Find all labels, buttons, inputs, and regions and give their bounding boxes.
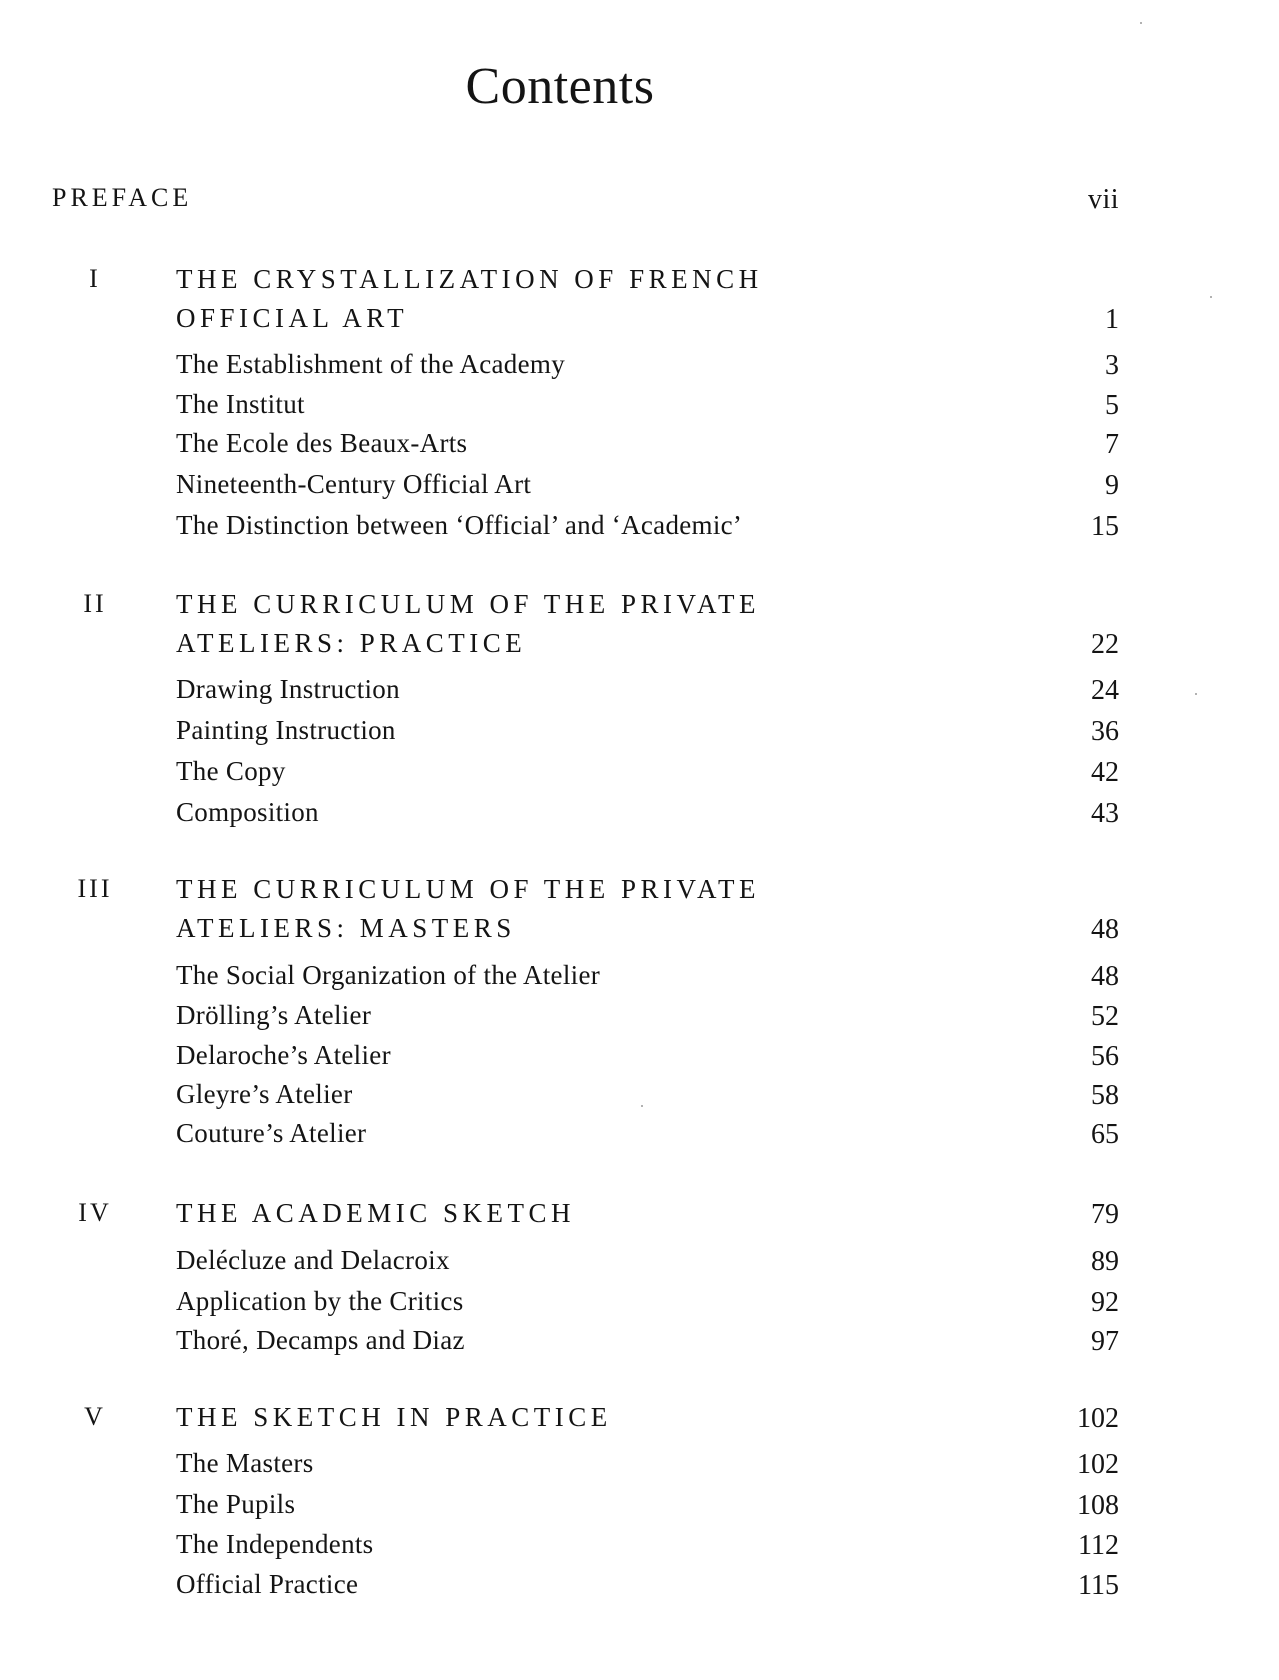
toc-entry[interactable]	[0, 669, 1279, 709]
section-title: Couture’s Atelier	[176, 1118, 367, 1148]
page-number: 24	[1091, 675, 1119, 706]
toc-entry[interactable]	[0, 423, 1279, 463]
section-title: Composition	[176, 797, 319, 827]
section-title: Application by the Critics	[176, 1286, 464, 1316]
chapter-title: OFFICIAL ART	[176, 303, 409, 333]
toc-entry-preface[interactable]	[0, 178, 1279, 218]
page-number: 1	[1105, 304, 1119, 335]
section-title: The Establishment of the Academy	[176, 349, 565, 379]
page-number: 115	[1078, 1570, 1119, 1601]
section-title: The Independents	[176, 1529, 374, 1559]
toc-entry[interactable]	[0, 1281, 1279, 1321]
toc-entry[interactable]	[0, 1320, 1279, 1360]
chapter-numeral: III	[77, 874, 113, 903]
toc-entry[interactable]	[0, 1564, 1279, 1604]
chapter-heading-3[interactable]	[0, 869, 1279, 909]
page-number: 112	[1078, 1530, 1119, 1561]
toc-entry[interactable]	[0, 1484, 1279, 1524]
chapter-title: THE CURRICULUM OF THE PRIVATE	[176, 874, 761, 904]
page-number: 89	[1091, 1246, 1119, 1277]
page-number: 79	[1091, 1199, 1119, 1230]
chapter-title: THE SKETCH IN PRACTICE	[176, 1402, 612, 1432]
section-title: Drawing Instruction	[176, 674, 400, 704]
scan-speck	[1195, 693, 1197, 695]
chapter-title: ATELIERS: PRACTICE	[176, 628, 527, 658]
toc-entry[interactable]	[0, 344, 1279, 384]
section-title: The Ecole des Beaux-Arts	[176, 428, 468, 458]
page-number: 43	[1091, 798, 1119, 829]
toc-entry[interactable]	[0, 955, 1279, 995]
page-number: 65	[1091, 1119, 1119, 1150]
scan-speck	[1210, 296, 1212, 298]
chapter-heading-5[interactable]	[0, 1397, 1279, 1437]
page-number: 3	[1105, 350, 1119, 381]
chapter-numeral: IV	[78, 1198, 112, 1227]
preface-label: PREFACE	[52, 183, 193, 212]
page-number: 48	[1091, 961, 1119, 992]
page-number: 97	[1091, 1326, 1119, 1357]
page-number: 9	[1105, 470, 1119, 501]
page-number: 5	[1105, 390, 1119, 421]
page-number: 52	[1091, 1001, 1119, 1032]
section-title: Thoré, Decamps and Diaz	[176, 1325, 465, 1355]
section-title: Nineteenth-Century Official Art	[176, 469, 532, 499]
page-number: vii	[1087, 184, 1119, 215]
page-number: 92	[1091, 1287, 1119, 1318]
section-title: Gleyre’s Atelier	[176, 1079, 353, 1109]
toc-entry[interactable]	[0, 751, 1279, 791]
chapter-numeral: II	[83, 589, 107, 618]
toc-entry[interactable]	[0, 505, 1279, 545]
toc-entry[interactable]	[0, 464, 1279, 504]
chapter-title: ATELIERS: MASTERS	[176, 913, 516, 943]
scan-speck	[1140, 22, 1142, 24]
toc-entry[interactable]	[0, 792, 1279, 832]
page-number: 108	[1077, 1490, 1119, 1521]
section-title: The Institut	[176, 389, 305, 419]
chapter-heading-1[interactable]	[0, 259, 1279, 299]
toc-entry[interactable]	[0, 1074, 1279, 1114]
page-number: 48	[1091, 914, 1119, 945]
toc-entry[interactable]	[0, 1035, 1279, 1075]
section-title: Delécluze and Delacroix	[176, 1245, 450, 1275]
chapter-title: THE CRYSTALLIZATION OF FRENCH	[176, 264, 763, 294]
chapter-title: THE CURRICULUM OF THE PRIVATE	[176, 589, 761, 619]
page-number: 102	[1077, 1403, 1119, 1434]
page-number: 102	[1077, 1449, 1119, 1480]
toc-entry[interactable]	[0, 710, 1279, 750]
toc-entry[interactable]	[0, 1443, 1279, 1483]
chapter-title: THE ACADEMIC SKETCH	[176, 1198, 576, 1228]
page-number: 15	[1091, 511, 1119, 542]
section-title: The Copy	[176, 756, 286, 786]
section-title: Official Practice	[176, 1569, 359, 1599]
chapter-numeral: V	[84, 1402, 106, 1431]
page-number: 58	[1091, 1080, 1119, 1111]
page-title: Contents	[465, 58, 655, 115]
chapter-heading-2-line-2[interactable]	[0, 623, 1279, 663]
section-title: Delaroche’s Atelier	[176, 1040, 391, 1070]
section-title: The Pupils	[176, 1489, 296, 1519]
page-number: 42	[1091, 757, 1119, 788]
chapter-heading-2[interactable]	[0, 584, 1279, 624]
scan-speck	[641, 1105, 643, 1107]
toc-entry[interactable]	[0, 1524, 1279, 1564]
section-title: Painting Instruction	[176, 715, 396, 745]
page-number: 7	[1105, 429, 1119, 460]
toc-entry[interactable]	[0, 1240, 1279, 1280]
chapter-heading-4[interactable]	[0, 1193, 1279, 1233]
chapter-heading-3-line-2[interactable]	[0, 908, 1279, 948]
section-title: The Masters	[176, 1448, 314, 1478]
toc-entry[interactable]	[0, 995, 1279, 1035]
section-title: The Social Organization of the Atelier	[176, 960, 601, 990]
page-number: 36	[1091, 716, 1119, 747]
chapter-heading-1-line-2[interactable]	[0, 298, 1279, 338]
page-number: 22	[1091, 629, 1119, 660]
page-number: 56	[1091, 1041, 1119, 1072]
chapter-numeral: I	[89, 264, 101, 293]
section-title: The Distinction between ‘Official’ and ‘Academic’	[176, 510, 743, 540]
toc-entry[interactable]	[0, 384, 1279, 424]
toc-entry[interactable]	[0, 1113, 1279, 1153]
section-title: Drölling’s Atelier	[176, 1000, 372, 1030]
